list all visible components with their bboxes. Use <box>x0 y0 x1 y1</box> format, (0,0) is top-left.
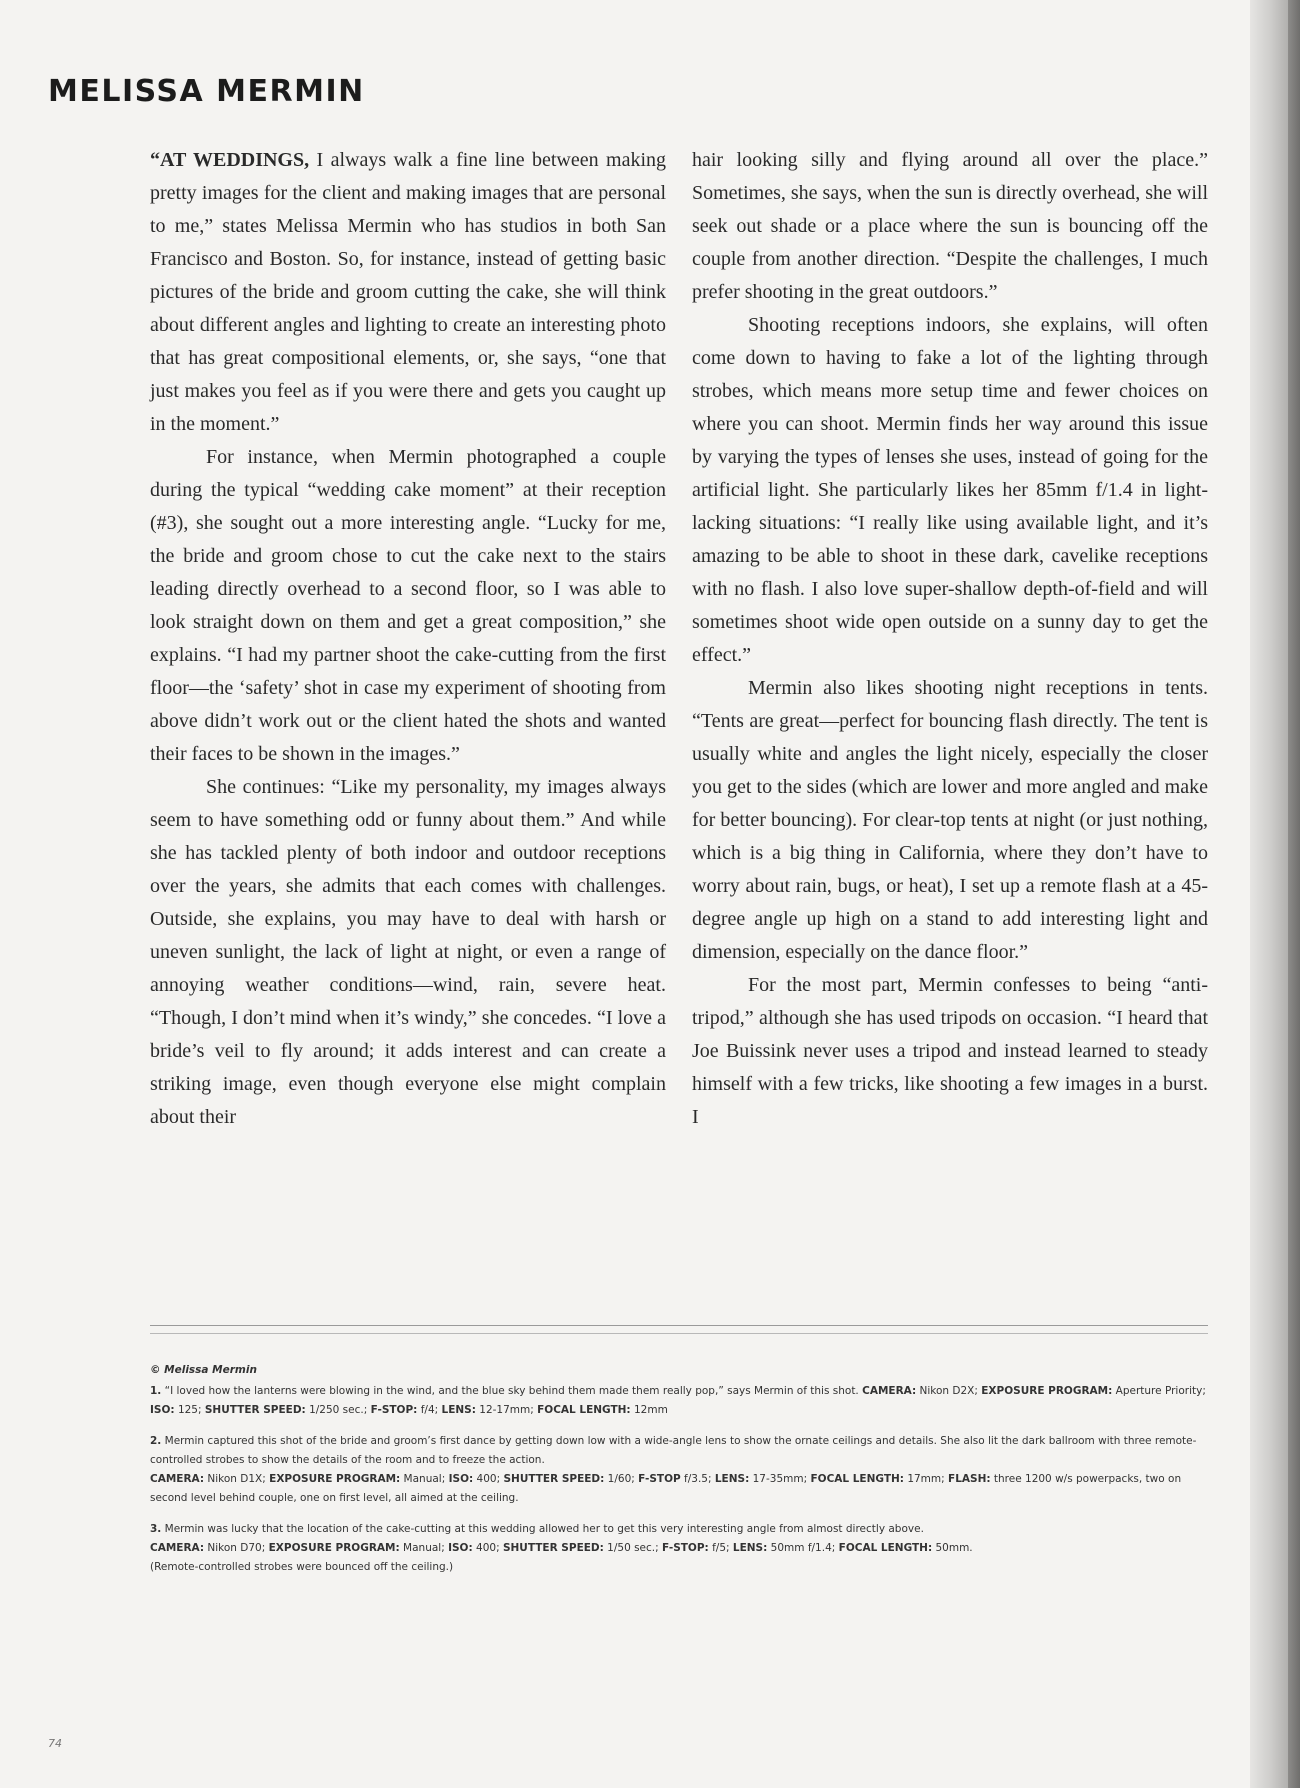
spec-label: EXPOSURE PROGRAM: <box>268 1542 400 1554</box>
spec-value: 125; <box>174 1404 205 1416</box>
spec-value: Aperture Priority; <box>1112 1385 1206 1397</box>
spec-value: 400; <box>473 1473 504 1485</box>
spec-value: f/4; <box>417 1404 442 1416</box>
article-column-left <box>150 144 666 1134</box>
caption-text: “I loved how the lanterns were blowing in the wind, and the blue sky behind them made them really pop,” says Mermin of this shot. <box>161 1385 863 1397</box>
article-paragraph: Mermin also likes shooting night receptions in tents. “Tents are great—perfect for bouncing flash directly. The tent is usually white and angles the light nicely, especially the closer you get to the sides (which are lower and more angled and make for better bouncing). For clear-top tents at night (or just nothing, which is a big thing in California, where they don’t have to worry about rain, bugs, or heat), I set up a remote flash at a 45-degree angle up high on a stand to add interesting light and dimension, especially on the dance floor.” <box>692 677 1208 963</box>
spec-label: SHUTTER SPEED: <box>204 1404 306 1416</box>
caption-specs <box>150 1542 973 1554</box>
article-paragraph: Shooting receptions indoors, she explains, will often come down to having to fake a lot of the lighting through strobes, which means more setup time and fewer choices on where you can shoot. Mermin finds her way around this issue by varying the types of lenses she uses, instead of going for the artificial light. She particularly likes her 85mm f/1.4 in light-lacking situations: “I really like using available light, and it’s amazing to be able to shoot in these dark, cavelike receptions with no flash. I also love super-shallow depth-of-field and will sometimes shoot wide open outside on a sunny day to get the effect.” <box>692 314 1208 666</box>
spec-label: CAMERA: <box>150 1542 205 1554</box>
photo-captions <box>150 1361 1210 1589</box>
article-column-right <box>692 144 1208 1134</box>
lead-in: “AT WEDDINGS, <box>150 149 310 171</box>
spec-label: LENS: <box>732 1542 768 1554</box>
caption-specs <box>150 1473 1181 1504</box>
caption-number: 2. <box>150 1435 162 1447</box>
spec-label: SHUTTER SPEED: <box>503 1473 605 1485</box>
spec-value: Manual; <box>400 1473 449 1485</box>
caption-divider-bottom <box>150 1333 1208 1334</box>
spec-label: ISO: <box>150 1404 175 1416</box>
spec-value: Nikon D70; <box>204 1542 269 1554</box>
spec-label: ISO: <box>448 1542 473 1554</box>
spec-label: EXPOSURE PROGRAM: <box>269 1473 401 1485</box>
spec-value: 1/50 sec.; <box>603 1542 662 1554</box>
spec-value: 1/60; <box>604 1473 639 1485</box>
spec-label: ISO: <box>448 1473 474 1485</box>
spec-value: 17-35mm; <box>749 1473 811 1485</box>
spec-value: Nikon D1X; <box>204 1473 270 1485</box>
spec-value: 12mm <box>630 1404 668 1416</box>
caption-2 <box>150 1432 1210 1508</box>
spec-label: FLASH: <box>948 1473 991 1485</box>
spec-value: Nikon D2X; <box>916 1385 982 1397</box>
spec-value: 12-17mm; <box>475 1404 538 1416</box>
article-paragraph: hair looking silly and flying around all over the place.” Sometimes, she says, when the sun is directly overhead, she will seek out shade or a place where the sun is bouncing off the couple from another direction. “Despite the challenges, I much prefer shooting in the great outdoors.” <box>692 149 1209 303</box>
spec-value: 17mm; <box>903 1473 949 1485</box>
article-paragraph: For instance, when Mermin photographed a couple during the typical “wedding cake moment” at their reception (#3), she sought out a more interesting angle. “Lucky for me, the bride and groom chose to cut the cake next to the stairs leading directly overhead to a second floor, so I was able to look straight down on them and get a great composition,” she explains. “I had my partner shoot the cake-cutting from the first floor—the ‘safety’ shot in case my experiment of shooting from above didn’t work out or the client hated the shots and wanted their faces to be shown in the images.” <box>150 446 666 765</box>
spec-value: f/5; <box>708 1542 733 1554</box>
article-body <box>150 144 1208 1134</box>
article-paragraph: For the most part, Mermin confesses to being “anti-tripod,” although she has used tripods on occasion. “I heard that Joe Buissink never uses a tripod and instead learned to steady himself with a few tricks, like shooting a few images in a burst. I <box>692 974 1208 1128</box>
spec-value: 400; <box>472 1542 503 1554</box>
caption-text: Mermin was lucky that the location of the cake-cutting at this wedding allowed her to get this very interesting angle from almost directly above. <box>161 1523 924 1535</box>
article-paragraph <box>150 144 666 441</box>
spec-label: CAMERA: <box>150 1473 205 1485</box>
photo-credit: © Melissa Mermin <box>150 1364 257 1376</box>
spec-label: FOCAL LENGTH: <box>537 1404 631 1416</box>
spec-label: F-STOP <box>638 1473 681 1485</box>
caption-1 <box>150 1382 1210 1420</box>
caption-note: (Remote-controlled strobes were bounced off the ceiling.) <box>150 1561 454 1573</box>
spec-label: EXPOSURE PROGRAM: <box>981 1385 1113 1397</box>
spec-label: LENS: <box>714 1473 750 1485</box>
caption-divider-top <box>150 1325 1208 1326</box>
caption-number: 3. <box>150 1523 162 1535</box>
spec-label: F-STOP: <box>662 1542 709 1554</box>
page-number: 74 <box>48 1737 62 1750</box>
spec-value: Manual; <box>399 1542 449 1554</box>
spec-label: CAMERA: <box>862 1385 917 1397</box>
spec-label: FOCAL LENGTH: <box>810 1473 904 1485</box>
caption-3 <box>150 1520 1210 1577</box>
spec-value: 50mm f/1.4; <box>767 1542 839 1554</box>
spec-value: 50mm. <box>932 1542 973 1554</box>
article-paragraph: She continues: “Like my personality, my images always seem to have something odd or funny about them.” And while she has tackled plenty of both indoor and outdoor receptions over the years, she admits that each comes with challenges. Outside, she explains, you may have to deal with harsh or uneven sunlight, the lack of light at night, or even a range of annoying weather conditions—wind, rain, severe heat. “Though, I don’t mind when it’s windy,” she concedes. “I love a bride’s veil to fly around; it adds interest and can create a striking image, even though everyone else might complain about their <box>150 776 666 1128</box>
spec-label: FOCAL LENGTH: <box>838 1542 933 1554</box>
caption-number: 1. <box>150 1385 162 1397</box>
spec-value: 1/250 sec.; <box>305 1404 371 1416</box>
binding-edge <box>1288 0 1300 1788</box>
spec-value: f/3.5; <box>680 1473 715 1485</box>
photographer-name-heading: MELISSA MERMIN <box>48 74 365 109</box>
spec-label: SHUTTER SPEED: <box>502 1542 604 1554</box>
spec-value: three 1200 w/s powerpacks, two on second level behind couple, one on first level, all aimed at the ceiling. <box>150 1473 1182 1504</box>
paragraph-text: I always walk a fine line between making pretty images for the client and making images that are personal to me,” states Melissa Mermin who has studios in both San Francisco and Boston. So, for instance, instead of getting basic pictures of the bride and groom cutting the cake, she will think about different angles and lighting to create an interesting photo that has great compositional elements, or, she says, “one that just makes you feel as if you were there and gets you caught up in the moment.” <box>150 149 667 435</box>
caption-text: Mermin captured this shot of the bride and groom’s first dance by getting down low with a wide-angle lens to show the ornate ceilings and details. She also lit the dark ballroom with three remote-controlled strobes to show the details of the room and to freeze the action. <box>150 1435 1197 1466</box>
spec-label: F-STOP: <box>370 1404 418 1416</box>
spec-label: LENS: <box>441 1404 476 1416</box>
